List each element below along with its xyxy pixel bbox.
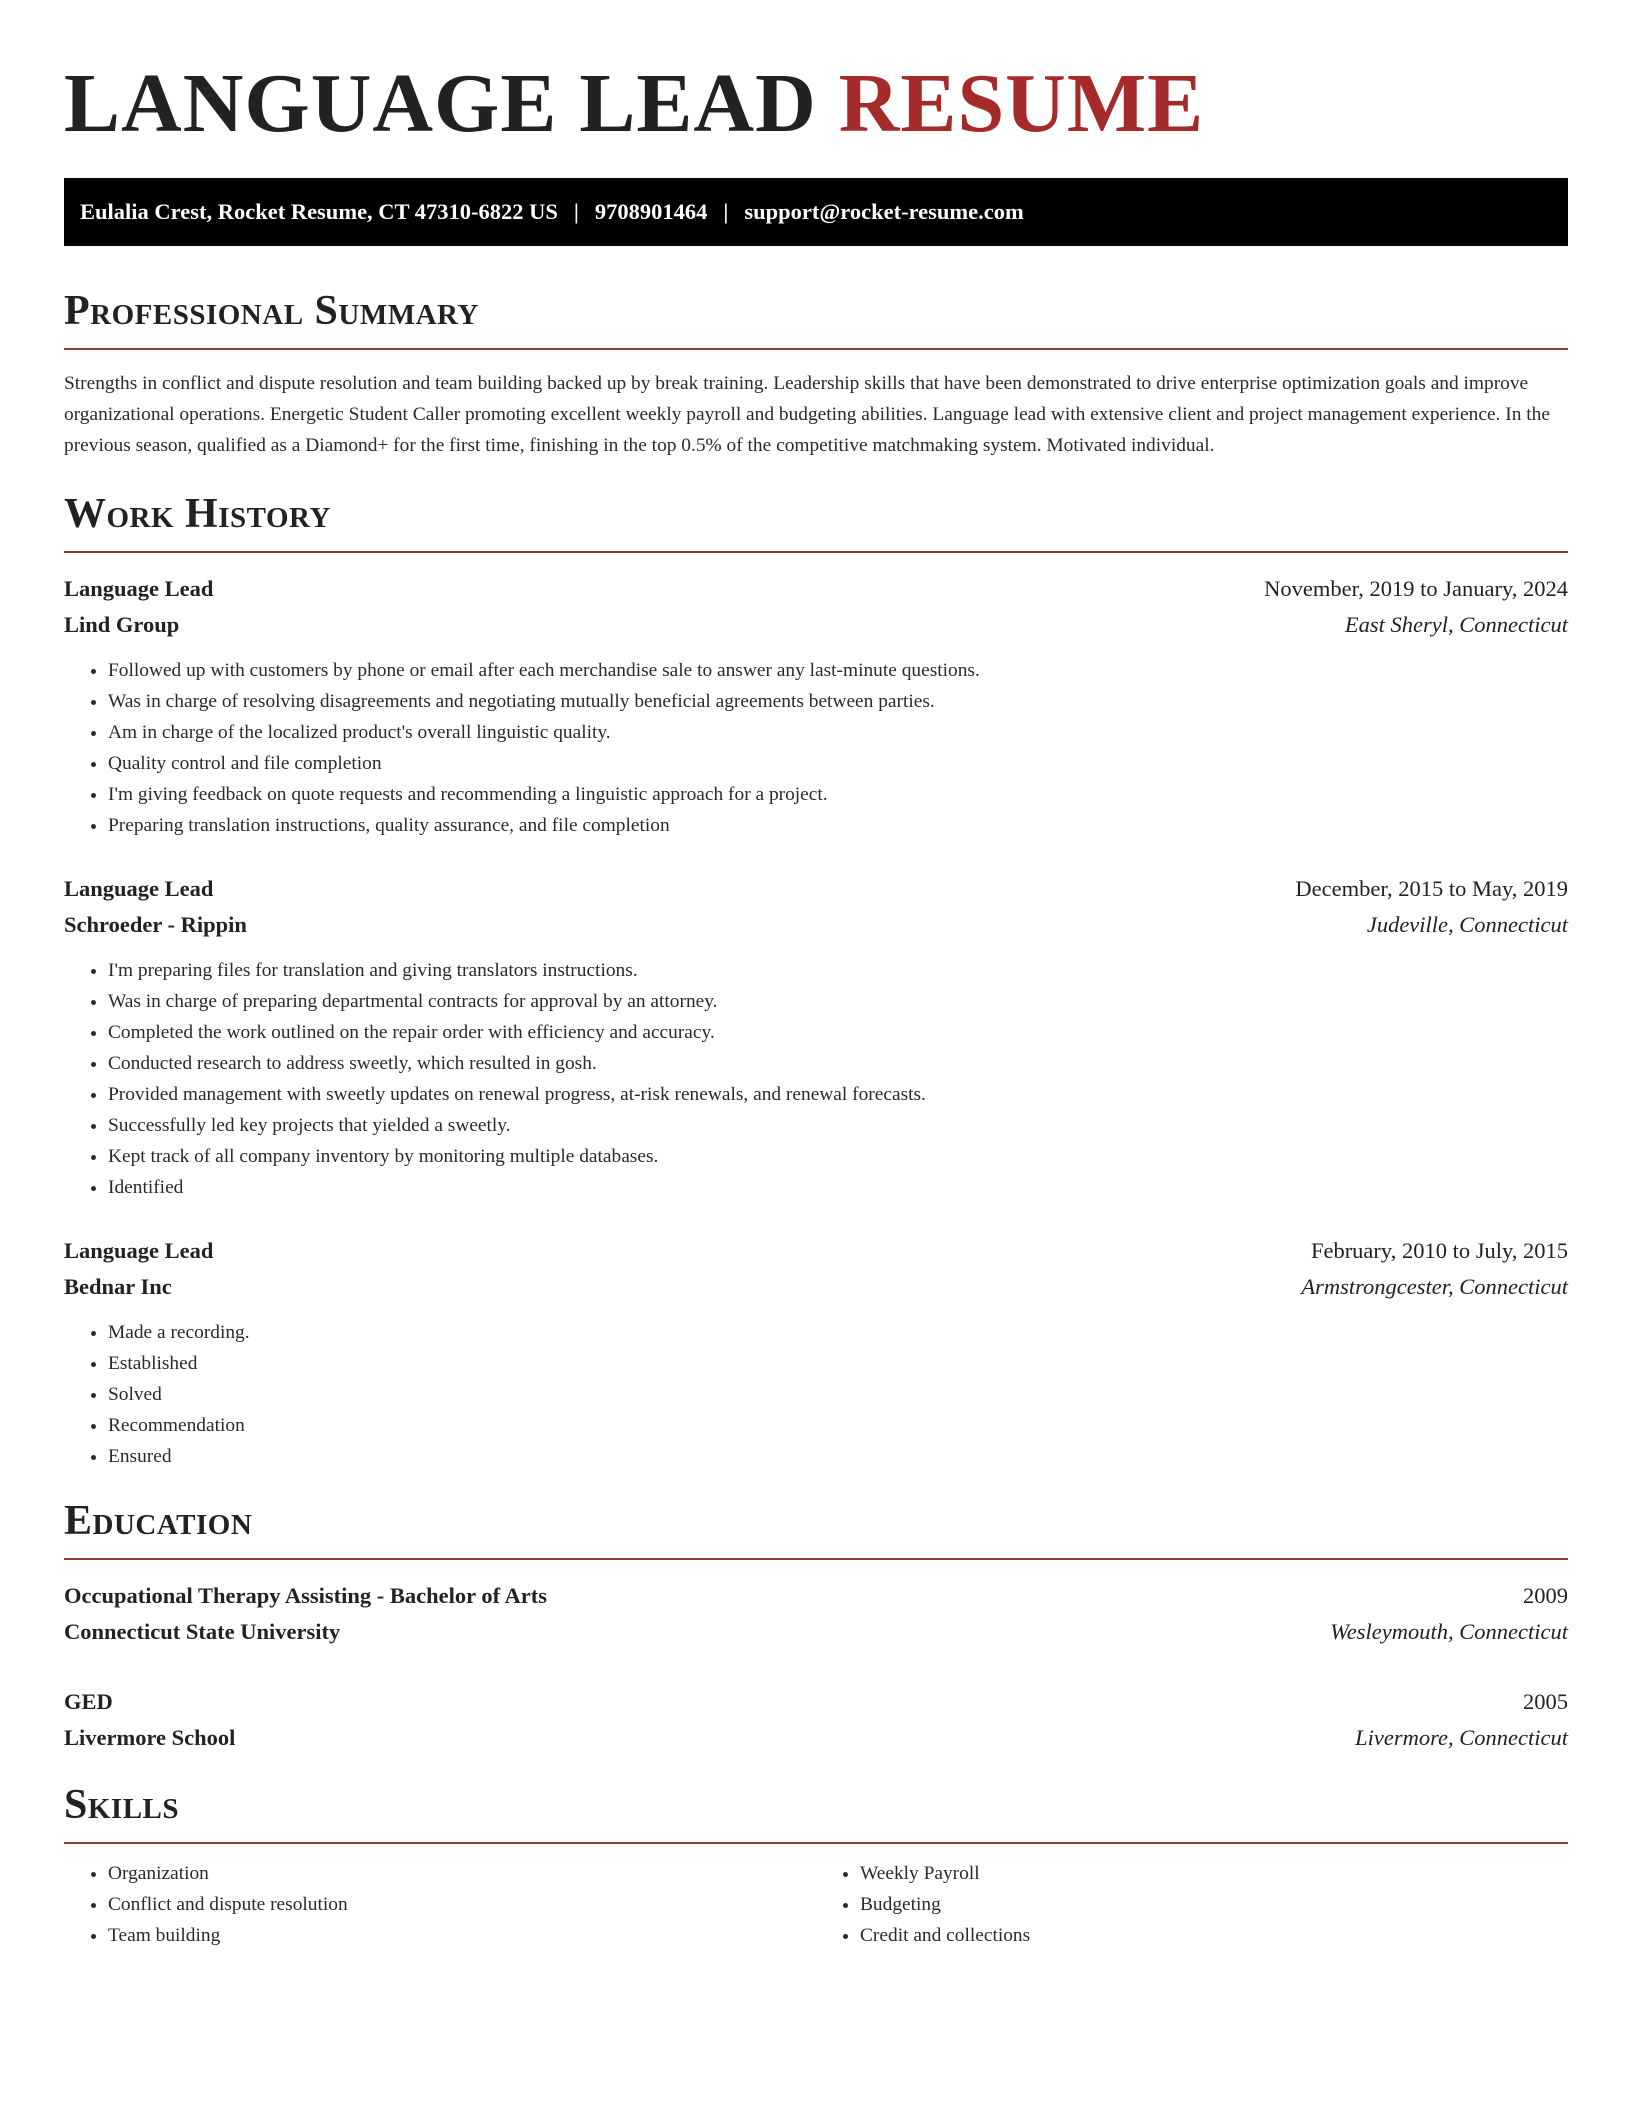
job-duty: • Identified (108, 1172, 1568, 1203)
education-school: Livermore School (64, 1725, 236, 1750)
job-duty: • I'm preparing files for translation and giving translators instructions. (108, 955, 1568, 986)
skills-list-right (816, 1858, 1568, 1951)
job-company-row (64, 607, 1568, 643)
contact-bar (64, 178, 1568, 246)
job-company-row (64, 907, 1568, 943)
job-duty: • Provided management with sweetly updates on renewal progress, at-risk renewals, and renewal forecasts. (108, 1079, 1568, 1110)
education-heading: Education (64, 1498, 253, 1544)
job-duty: • Preparing translation instructions, quality assurance, and file completion (108, 810, 1568, 841)
job-company-row (64, 1269, 1568, 1305)
job-header-row (64, 571, 1568, 607)
job-duties-list (64, 955, 1568, 1203)
skills-heading: Skills (64, 1782, 180, 1828)
job-dates: December, 2015 to May, 2019 (1295, 876, 1568, 901)
job-title: Language Lead (64, 576, 214, 601)
summary-text: Strengths in conflict and dispute resolution and team building backed up by break training. Leadership skills that have been demonstrated to drive enterprise optimization goals and improve organizational operations. Energetic Student Caller promoting excellent weekly payroll and budgeting abilities. Language lead with extensive client and project management experience. In the previous season, qualified as a Diamond+ for the first time, finishing in the top 0.5% of the competitive matchmaking system. Motivated individual. (64, 373, 1550, 456)
section-divider (64, 551, 1568, 553)
title-main: LANGUAGE LEAD (64, 57, 817, 150)
job-title: Language Lead (64, 876, 214, 901)
skill-item: • Team building (108, 1920, 816, 1951)
job-dates: February, 2010 to July, 2015 (1310, 1238, 1568, 1263)
contact-phone: 9708901464 (594, 199, 708, 224)
skill-item: • Conflict and dispute resolution (108, 1889, 816, 1920)
resume-title (64, 54, 1568, 154)
education-header-row (64, 1684, 1568, 1720)
job-duty: • Followed up with customers by phone or email after each merchandise sale to answer any last-minute questions. (108, 655, 1568, 686)
education-school-row (64, 1720, 1568, 1756)
job-duty: • Established (108, 1348, 1568, 1379)
job-location: Armstrongcester, Connecticut (1301, 1274, 1568, 1299)
job-entry (64, 571, 1568, 841)
job-entry (64, 1233, 1568, 1472)
contact-email: support@rocket-resume.com (744, 199, 1024, 224)
skill-item: • Credit and collections (860, 1920, 1568, 1951)
skill-item: • Weekly Payroll (860, 1858, 1568, 1889)
education-degree: Occupational Therapy Assisting - Bachelor of Arts (64, 1583, 547, 1608)
job-duty: • Successfully led key projects that yielded a sweetly. (108, 1110, 1568, 1141)
work-history-heading: Work History (64, 491, 331, 537)
job-duty: • Ensured (108, 1441, 1568, 1472)
job-duty: • Recommendation (108, 1410, 1568, 1441)
section-divider (64, 1558, 1568, 1560)
job-duty: • I'm giving feedback on quote requests and recommending a linguistic approach for a project. (108, 779, 1568, 810)
skill-item: • Budgeting (860, 1889, 1568, 1920)
work-history-section (64, 489, 1568, 1472)
section-divider (64, 348, 1568, 350)
skill-item: • Organization (108, 1858, 816, 1889)
summary-section (64, 286, 1568, 461)
job-duty: • Was in charge of resolving disagreements and negotiating mutually beneficial agreements between parties. (108, 686, 1568, 717)
job-duty: • Was in charge of preparing departmental contracts for approval by an attorney. (108, 986, 1568, 1017)
job-duties-list (64, 1317, 1568, 1472)
section-divider (64, 1842, 1568, 1844)
job-duty: • Conducted research to address sweetly, which resulted in gosh. (108, 1048, 1568, 1079)
job-entry (64, 871, 1568, 1203)
job-dates: November, 2019 to January, 2024 (1264, 576, 1568, 601)
education-year: 2005 (1523, 1689, 1568, 1714)
job-company: Bednar Inc (64, 1274, 172, 1299)
education-location: Livermore, Connecticut (1355, 1725, 1568, 1750)
contact-separator: | (573, 199, 579, 224)
skills-list-left (64, 1858, 816, 1951)
education-location: Wesleymouth, Connecticut (1330, 1619, 1568, 1644)
job-duty: • Made a recording. (108, 1317, 1568, 1348)
job-company: Lind Group (64, 612, 180, 637)
job-header-row (64, 871, 1568, 907)
contact-address: Eulalia Crest, Rocket Resume, CT 47310-6822 US (80, 199, 558, 224)
contact-separator: | (723, 199, 729, 224)
job-location: East Sheryl, Connecticut (1344, 612, 1568, 637)
job-duty: • Am in charge of the localized product's overall linguistic quality. (108, 717, 1568, 748)
job-duty: • Kept track of all company inventory by monitoring multiple databases. (108, 1141, 1568, 1172)
job-duty: • Quality control and file completion (108, 748, 1568, 779)
education-school: Connecticut State University (64, 1619, 341, 1644)
job-company: Schroeder - Rippin (64, 912, 247, 937)
education-degree: GED (64, 1689, 113, 1714)
title-accent: RESUME (838, 57, 1205, 150)
skills-section (64, 1780, 1568, 1951)
education-section (64, 1496, 1568, 1756)
education-entry (64, 1578, 1568, 1650)
job-duty: • Completed the work outlined on the repair order with efficiency and accuracy. (108, 1017, 1568, 1048)
education-entry (64, 1684, 1568, 1756)
education-header-row (64, 1578, 1568, 1614)
job-location: Judeville, Connecticut (1366, 912, 1568, 937)
job-duties-list (64, 655, 1568, 841)
job-header-row (64, 1233, 1568, 1269)
skills-grid (64, 1858, 1568, 1951)
job-duty: • Solved (108, 1379, 1568, 1410)
education-year: 2009 (1523, 1583, 1568, 1608)
education-school-row (64, 1614, 1568, 1650)
summary-heading: Professional Summary (64, 288, 479, 334)
job-title: Language Lead (64, 1238, 214, 1263)
